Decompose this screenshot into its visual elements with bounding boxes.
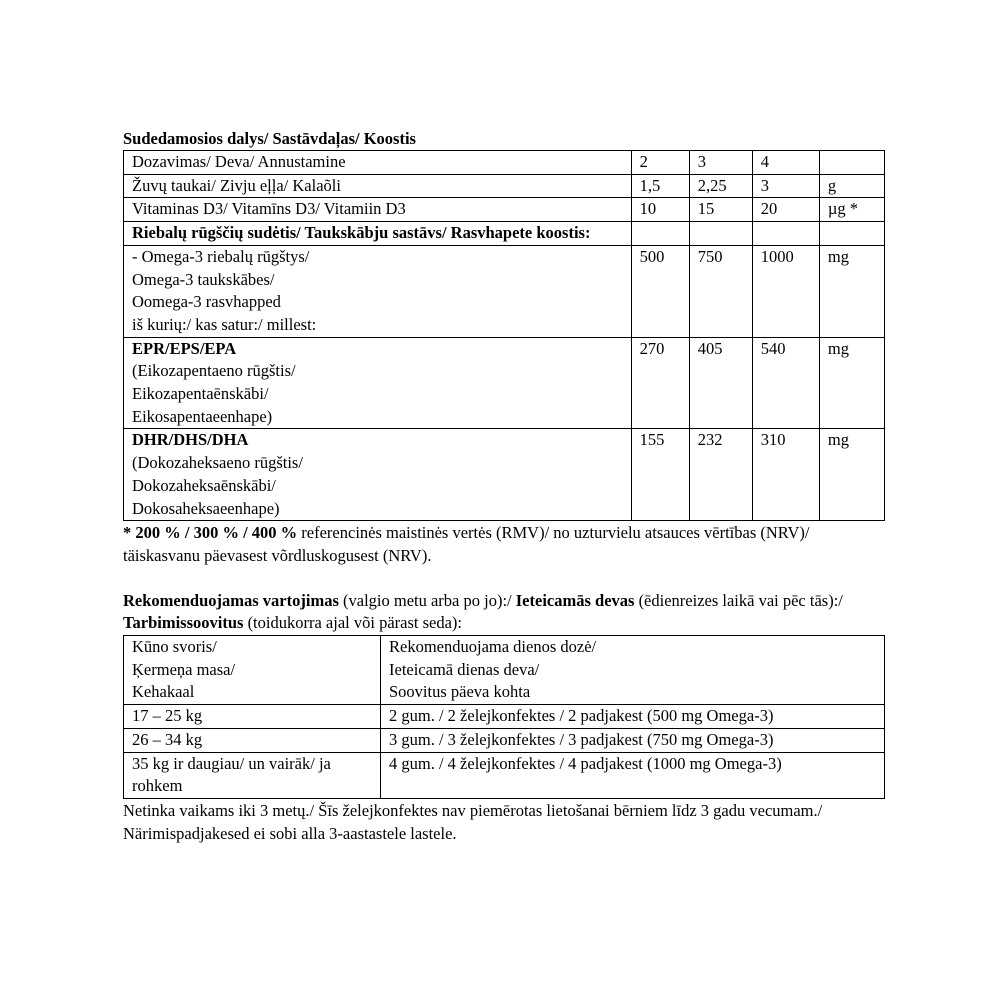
dha-title: DHR/DHS/DHA [132,430,249,450]
reco-et-text: (toidukorra ajal või pärast seda): [243,613,462,633]
empty-cell [689,222,752,246]
table-row [124,337,885,429]
value-3: 2,25 [689,174,752,198]
table-row [124,429,885,521]
omega-line: iš kurių:/ kas satur:/ millest: [132,314,317,334]
reco-lv-text: (ēdienreizes laikā vai pēc tās):/ [634,590,843,610]
dose-cell: 2 gum. / 2 želejkonfektes / 2 padjakest (500 mg Omega-3) [381,705,885,729]
unit [819,151,884,175]
recommendation-heading [123,590,887,635]
value-3: 232 [689,429,752,521]
omega-label [124,245,632,337]
dose-cell: 4 gum. / 4 želejkonfektes / 4 padjakest (1000 mg Omega-3) [381,752,885,798]
row-label: Vitaminas D3/ Vitamīns D3/ Vitamiin D3 [124,198,632,222]
dha-line: Dokozaheksaēnskābi/ [132,475,276,495]
value-2: 1,5 [631,174,689,198]
reco-et-bold: Tarbimissoovitus [123,613,244,633]
dha-label [124,429,632,521]
empty-cell [752,222,819,246]
reco-lt-bold: Rekomenduojamas vartojimas [123,590,339,610]
value-4: 4 [752,151,819,175]
epa-title: EPR/EPS/EPA [132,338,237,358]
value-2: 500 [631,245,689,337]
epa-label [124,337,632,429]
table-row [124,752,885,798]
dha-line: (Dokozaheksaeno rūgštis/ [132,453,303,473]
footnote [123,522,887,567]
row-label: Dozavimas/ Deva/ Annustamine [124,151,632,175]
header-line: Ieteicamā dienas deva/ [389,659,540,679]
value-3: 3 [689,151,752,175]
document [123,128,887,845]
weight-cell: 17 – 25 kg [124,705,381,729]
epa-line: Eikozapentaēnskābi/ [132,384,269,404]
value-2: 10 [631,198,689,222]
footnote-percentages: * 200 % / 300 % / 400 % [123,523,298,543]
composition-table [123,150,885,521]
table-row [124,198,885,222]
unit: µg * [819,198,884,222]
unit: mg [819,337,884,429]
value-2: 2 [631,151,689,175]
value-3: 15 [689,198,752,222]
table-row [124,222,885,246]
header-line: Kūno svoris/ [132,637,217,657]
value-4: 20 [752,198,819,222]
unit: mg [819,245,884,337]
reco-lv-bold: Ieteicamās devas [515,590,635,610]
footnote-text: referencinės maistinės vertės (RMV)/ no uzturvielu atsauces vērtības (NRV)/ täiskasvanu päevasest võrdluskogusest (NRV). [123,523,810,565]
table-row [124,728,885,752]
weight-cell: 35 kg ir daugiau/ un vairāk/ ja rohkem [124,752,381,798]
value-2: 270 [631,337,689,429]
reco-lt-text: (valgio metu arba po jo):/ [338,590,516,610]
value-4: 310 [752,429,819,521]
value-3: 750 [689,245,752,337]
epa-line: (Eikozapentaeno rūgštis/ [132,361,296,381]
fatty-acids-heading: Riebalų rūgščių sudėtis/ Taukskābju sastāvs/ Rasvhapete koostis: [124,222,632,246]
value-4: 3 [752,174,819,198]
empty-cell [819,222,884,246]
weight-cell: 26 – 34 kg [124,728,381,752]
omega-line: Omega-3 taukskābes/ [132,269,275,289]
empty-cell [631,222,689,246]
epa-line: Eikosapentaeenhape) [132,406,273,426]
omega-line: Oomega-3 rasvhapped [132,292,281,312]
value-4: 540 [752,337,819,429]
table-row [124,705,885,729]
header-line: Rekomenduojama dienos dozė/ [389,637,597,657]
age-warning: Netinka vaikams iki 3 metų./ Šīs želejkonfektes nav piemērotas lietošanai bērniem līdz 3 gadu vecumam./ Närimispadjakesed ei sobi alla 3-aastastele lastele. [123,800,823,843]
header-line: Soovitus päeva kohta [389,682,531,702]
value-3: 405 [689,337,752,429]
row-label: Žuvų taukai/ Zivju eļļa/ Kalaõli [124,174,632,198]
unit: mg [819,429,884,521]
table-header-row [124,636,885,705]
unit: g [819,174,884,198]
dose-cell: 3 gum. / 3 želejkonfektes / 3 padjakest (750 mg Omega-3) [381,728,885,752]
table-row [124,174,885,198]
value-2: 155 [631,429,689,521]
value-4: 1000 [752,245,819,337]
section-title: Sudedamosios dalys/ Sastāvdaļas/ Koostis [123,129,416,148]
header-line: Kehakaal [132,682,195,702]
dha-line: Dokosaheksaeenhape) [132,498,280,518]
dosage-table [123,635,885,799]
weight-header [124,636,381,705]
table-row [124,151,885,175]
omega-line: - Omega-3 riebalų rūgštys/ [132,246,310,266]
header-line: Ķermeņa masa/ [132,659,236,679]
dose-header [381,636,885,705]
table-row [124,245,885,337]
